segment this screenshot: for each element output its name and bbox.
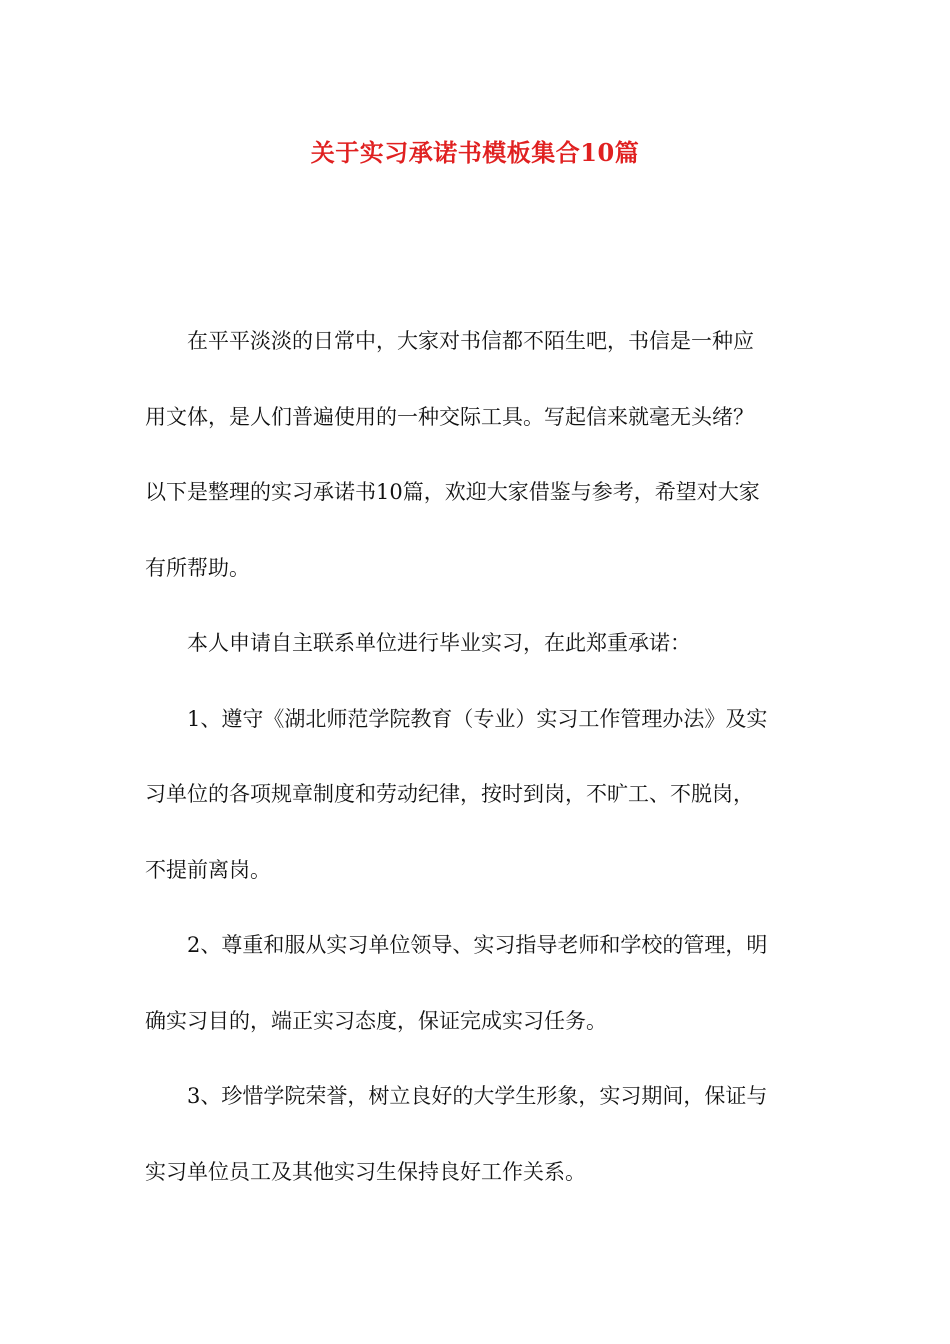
paragraph-item-2 — [145, 926, 807, 1040]
paragraph-line: 用文体，是人们普遍使用的一种交际工具。写起信来就毫无头绪？ — [145, 404, 754, 429]
document-title: 关于实习承诺书模板集合10篇 — [310, 138, 640, 167]
paragraph-line: 不提前离岗。 — [145, 857, 271, 882]
paragraph-line: 在平平淡淡的日常中，大家对书信都不陌生吧，书信是一种应 — [187, 329, 754, 353]
paragraph-line: 本人申请自主联系单位进行毕业实习，在此郑重承诺： — [187, 631, 691, 655]
paragraph-line: 1、遵守《湖北师范学院教育（专业）实习工作管理办法》及实 — [187, 706, 768, 731]
paragraph-line: 确实习目的，端正实习态度，保证完成实习任务。 — [145, 1008, 607, 1033]
paragraph-line: 实习单位员工及其他实习生保持良好工作关系。 — [145, 1159, 586, 1184]
paragraph-intro — [145, 322, 807, 587]
document-body — [145, 322, 807, 1228]
paragraph-commitment — [145, 624, 807, 662]
paragraph-item-1 — [145, 700, 807, 889]
paragraph-line: 3、珍惜学院荣誉，树立良好的大学生形象，实习期间，保证与 — [187, 1084, 768, 1108]
paragraph-line: 2、尊重和服从实习单位领导、实习指导老师和学校的管理，明 — [187, 933, 768, 957]
paragraph-line: 有所帮助。 — [145, 555, 250, 580]
paragraph-item-3 — [145, 1077, 807, 1191]
paragraph-line: 习单位的各项规章制度和劳动纪律，按时到岗，不旷工、不脱岗， — [145, 782, 754, 806]
paragraph-line: 以下是整理的实习承诺书10篇，欢迎大家借鉴与参考，希望对大家 — [145, 480, 760, 504]
